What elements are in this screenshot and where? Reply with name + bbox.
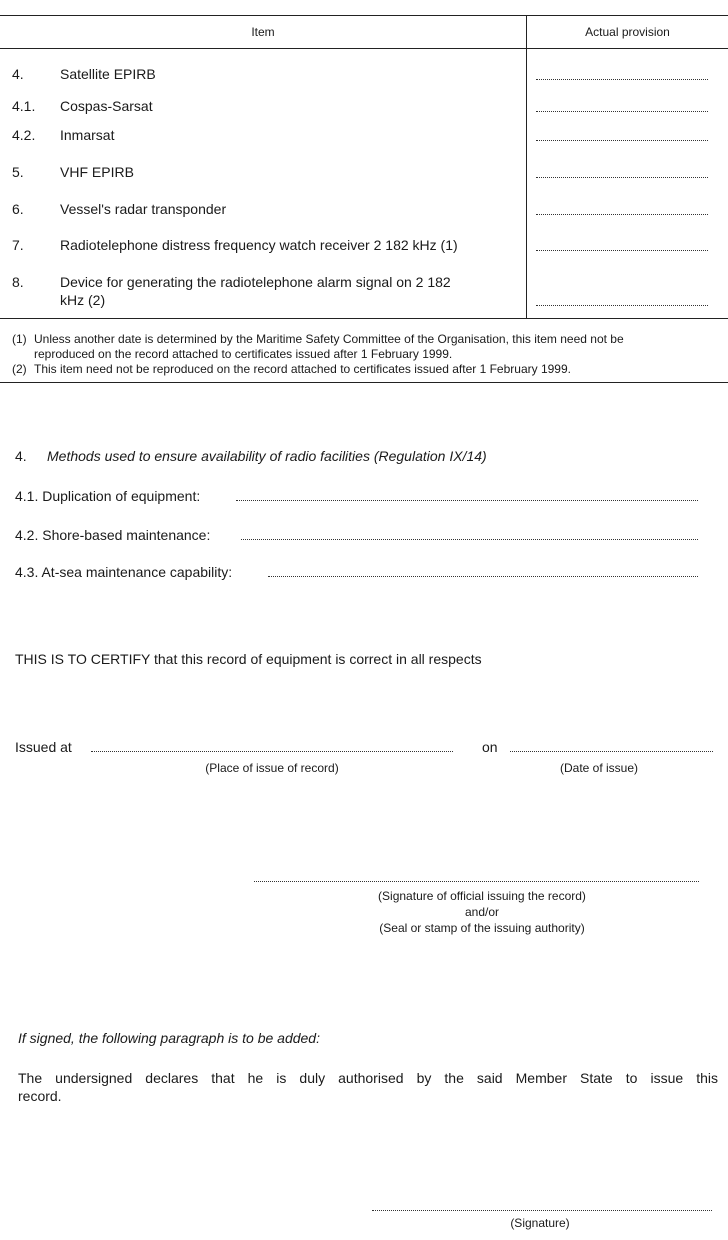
footnote-mark: (1) [12, 332, 27, 346]
date-of-issue-caption: (Date of issue) [559, 761, 639, 775]
row-label: Cospas-Sarsat [60, 98, 153, 114]
footnote-text-line1: This item need not be reproduced on the record attached to certificates issued after 1 February 1999. [34, 362, 571, 376]
duplication-field[interactable] [236, 500, 698, 501]
signature-field[interactable] [372, 1210, 712, 1211]
if-signed-heading: If signed, the following paragraph is to be added: [18, 1030, 320, 1046]
place-of-issue-caption: (Place of issue of record) [205, 761, 339, 775]
row-number: 4. [12, 66, 24, 82]
signature-caption-line2: and/or [464, 905, 500, 919]
table-header-border [0, 48, 728, 49]
row-number: 5. [12, 164, 24, 180]
provision-field[interactable] [536, 250, 708, 251]
footnote-bottom-border [0, 382, 728, 383]
duplication-label: 4.1. Duplication of equipment: [15, 488, 201, 504]
official-signature-field[interactable] [254, 881, 699, 882]
footnote-mark: (2) [12, 362, 27, 376]
footnote-text-line1: Unless another date is determined by the Maritime Safety Committee of the Organisation, this item need not be [34, 332, 624, 346]
provision-field[interactable] [536, 177, 708, 178]
shore-maintenance-field[interactable] [241, 539, 698, 540]
certify-statement: THIS IS TO CERTIFY that this record of equipment is correct in all respects [15, 651, 482, 667]
declaration-line1: The undersigned declares that he is duly authorised by the said Member State to issue this [18, 1070, 718, 1086]
row-label: Inmarsat [60, 127, 115, 143]
provision-field[interactable] [536, 305, 708, 306]
signature-caption-line1: (Signature of official issuing the record) [378, 889, 586, 903]
table-column-divider [526, 15, 527, 318]
provision-field[interactable] [536, 140, 708, 141]
section-number: 4. [15, 448, 27, 464]
row-label: VHF EPIRB [60, 164, 134, 180]
row-label: Satellite EPIRB [60, 66, 156, 82]
row-number: 8. [12, 274, 24, 290]
row-label-line1: Device for generating the radiotelephone alarm signal on 2 182 [60, 274, 451, 290]
signature-caption-line3: (Seal or stamp of the issuing authority) [379, 921, 585, 935]
provision-field[interactable] [536, 111, 708, 112]
on-label: on [482, 739, 498, 755]
provision-field[interactable] [536, 79, 708, 80]
row-number: 7. [12, 237, 24, 253]
header-actual-provision: Actual provision [585, 25, 670, 39]
header-item: Item [251, 25, 275, 39]
signature-caption: (Signature) [510, 1216, 570, 1230]
provision-field[interactable] [536, 214, 708, 215]
at-sea-maintenance-field[interactable] [268, 576, 698, 577]
row-number: 4.2. [12, 127, 36, 143]
footnote-text-line2: reproduced on the record attached to certificates issued after 1 February 1999. [34, 347, 453, 361]
date-of-issue-field[interactable] [510, 751, 713, 752]
issued-at-label: Issued at [15, 739, 72, 755]
row-label: Radiotelephone distress frequency watch receiver 2 182 kHz (1) [60, 237, 458, 253]
row-number: 6. [12, 201, 24, 217]
table-bottom-border [0, 318, 728, 319]
declaration-line2: record. [18, 1088, 62, 1104]
row-label-line2: kHz (2) [60, 292, 106, 308]
row-label: Vessel's radar transponder [60, 201, 227, 217]
table-top-border [0, 15, 728, 16]
section-heading: Methods used to ensure availability of radio facilities (Regulation IX/14) [47, 448, 487, 464]
shore-maintenance-label: 4.2. Shore-based maintenance: [15, 527, 211, 543]
at-sea-maintenance-label: 4.3. At-sea maintenance capability: [15, 564, 233, 580]
place-of-issue-field[interactable] [91, 751, 453, 752]
row-number: 4.1. [12, 98, 36, 114]
